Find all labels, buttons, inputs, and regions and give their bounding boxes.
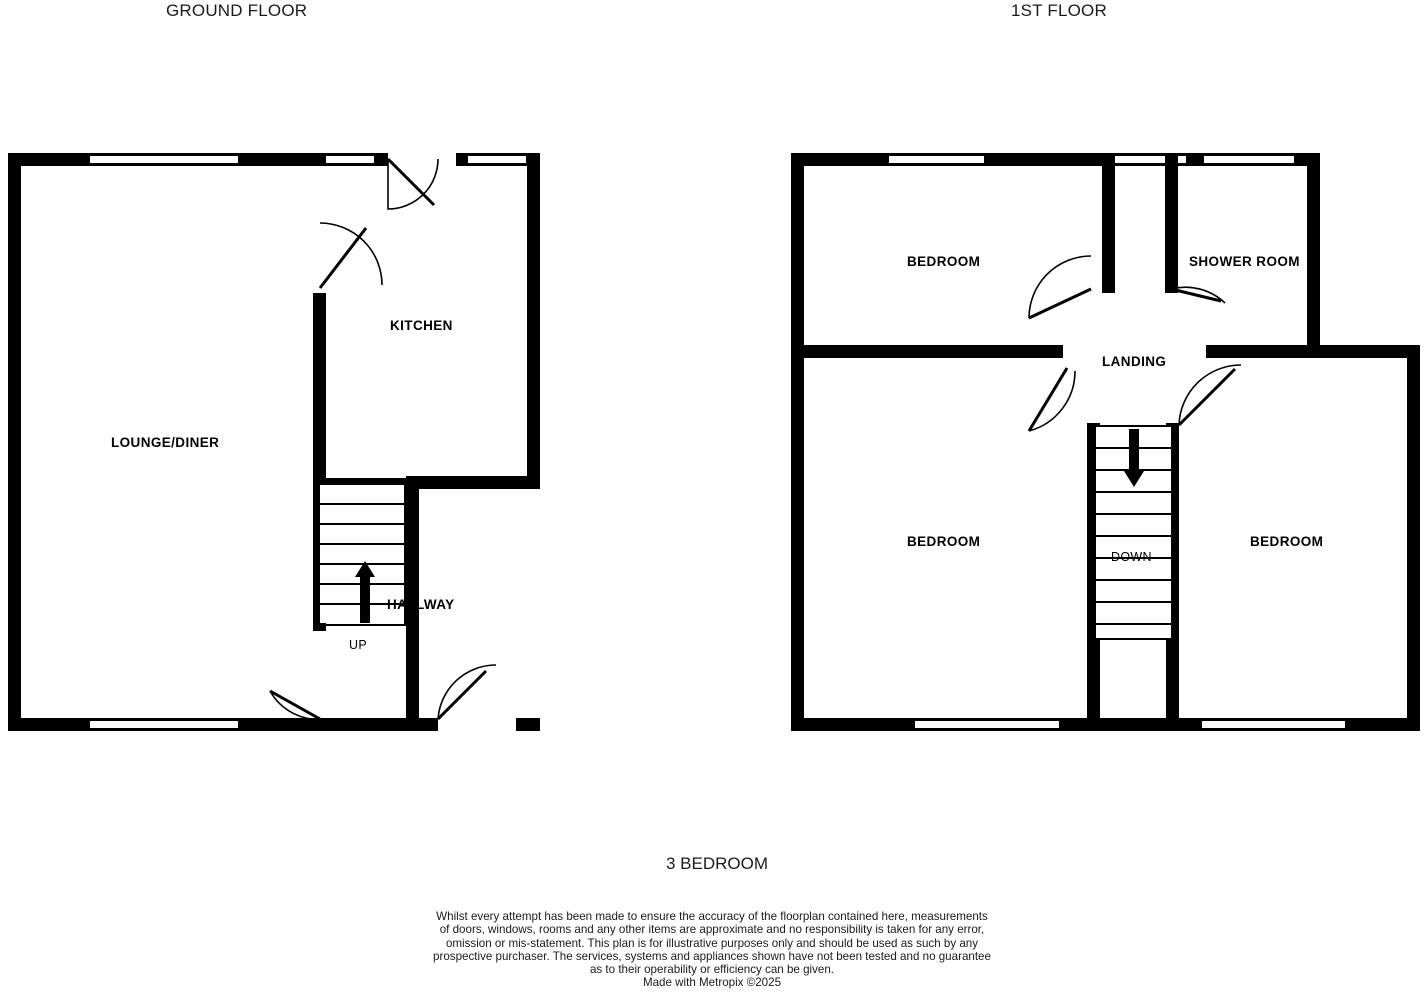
stairs-up-label: UP (349, 638, 367, 652)
room-label-landing: LANDING (1102, 354, 1167, 369)
disclaimer-line-5: as to their operability or efficiency can be given. (589, 963, 835, 977)
ground-floor-plan (8, 153, 540, 731)
room-label-kitchen: KITCHEN (390, 318, 453, 333)
room-label-hallway: HALLWAY (387, 597, 455, 612)
disclaimer-line-1: Whilst every attempt has been made to ensure the accuracy of the floorplan contained here, measurements (436, 910, 988, 923)
disclaimer-line-3: omission or mis-statement. This plan is for illustrative purposes only and should be used as such by any (445, 936, 979, 950)
room-label-lounge-diner: LOUNGE/DINER (111, 435, 220, 450)
stairs-down-label: DOWN (1111, 550, 1152, 564)
ground-floor-title: GROUND FLOOR (166, 1, 308, 20)
plan-caption: 3 BEDROOM (666, 854, 769, 873)
disclaimer-line-2: of doors, windows, rooms and any other items are approximate and no responsibility is taken for any error, (439, 923, 985, 937)
first-door-swings (791, 153, 1420, 731)
first-floor-plan (791, 153, 1420, 731)
ground-door-swings (8, 153, 540, 731)
room-label-shower-room: SHOWER ROOM (1189, 254, 1300, 269)
disclaimer (0, 910, 1424, 990)
room-label-bedroom-2: BEDROOM (907, 534, 981, 549)
disclaimer-credit: Made with Metropix ©2025 (642, 976, 782, 990)
room-label-bedroom-3: BEDROOM (1250, 534, 1324, 549)
room-label-bedroom-1: BEDROOM (907, 254, 981, 269)
first-floor-title: 1ST FLOOR (1011, 1, 1107, 20)
disclaimer-line-4: prospective purchaser. The services, systems and appliances shown have not been tested and no guarantee (433, 949, 991, 963)
